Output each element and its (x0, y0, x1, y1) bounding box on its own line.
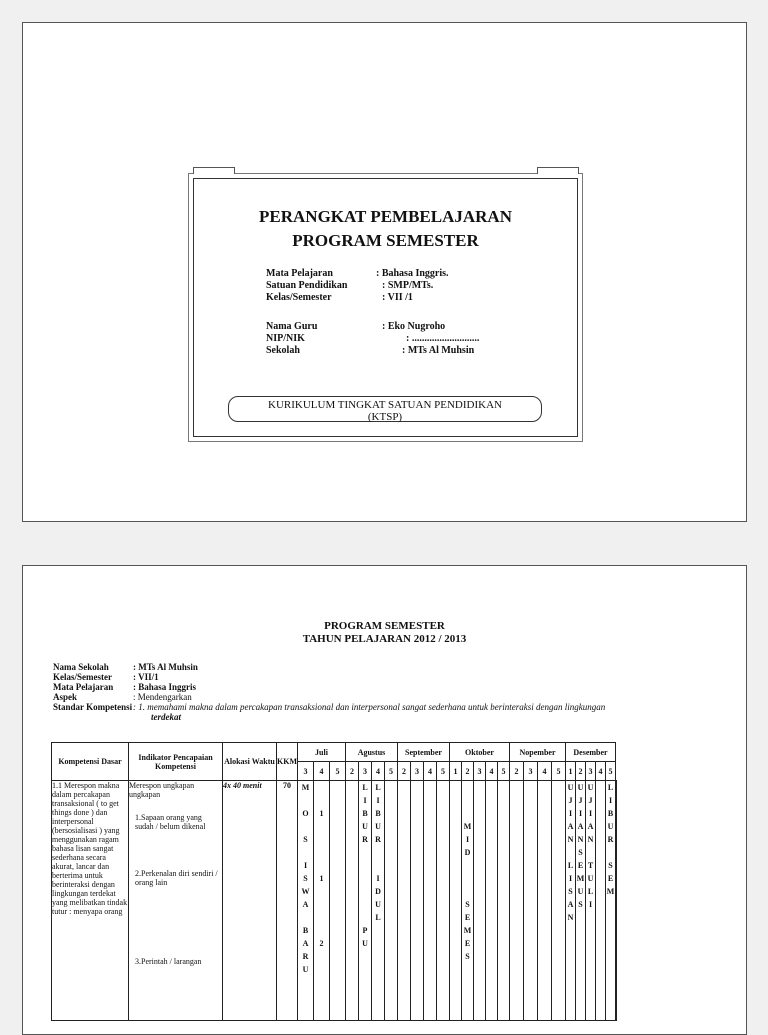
meta-label: Mata Pelajaran (53, 682, 114, 692)
week-cell: 4 (486, 762, 498, 781)
field-label: Mata Pelajaran (266, 268, 333, 279)
meta-value: : MTs Al Muhsin (133, 662, 198, 672)
schedule-cell (486, 781, 498, 1021)
schedule-mid: M I D S E M E S (462, 781, 474, 1021)
week-cell: 5 (330, 762, 346, 781)
program-table (51, 742, 617, 1021)
meta-value: : VII/1 (133, 672, 159, 682)
schedule-cell (552, 781, 566, 1021)
header-kd: Kompetensi Dasar (52, 743, 129, 781)
week-cell: 2 (462, 762, 474, 781)
header-alokasi: Alokasi Waktu (223, 743, 277, 781)
kkm-cell: 70 (277, 781, 298, 1021)
week-cell: 3 (524, 762, 538, 781)
week-cell: 5 (606, 762, 616, 781)
program-subtitle: TAHUN PELAJARAN 2012 / 2013 (302, 633, 467, 645)
week-cell: 4 (538, 762, 552, 781)
schedule-cell (398, 781, 411, 1021)
meta-label: Aspek (53, 692, 78, 702)
schedule-cell (616, 781, 617, 1021)
schedule-ujian: U J I A N L I S A N (566, 781, 576, 1021)
field-value: : MTs Al Muhsin (402, 345, 475, 356)
indikator-cell (129, 781, 223, 1021)
header-indikator: Indikator Pencapaian Kompetensi (129, 743, 223, 781)
week-cell: 4 (424, 762, 437, 781)
week-cell: 2 (510, 762, 524, 781)
schedule-ujian: U J I A N S E M U S (576, 781, 586, 1021)
field-value: : ........................... (406, 333, 480, 344)
schedule-libur: L I B U R P U (359, 781, 372, 1021)
meta-label: Standar Kompetensi (53, 702, 133, 712)
week-cell: 2 (398, 762, 411, 781)
schedule-cell (330, 781, 346, 1021)
meta-value: : 1. memahami makna dalam percakapan transaksional dan interpersonal sangat sederhana untuk berinteraksi dengan lingkungan (133, 702, 606, 712)
meta-value: terdekat (151, 712, 181, 722)
field-label: Sekolah (266, 345, 300, 356)
indikator-intro: Merespon ungkapan ungkapan (129, 781, 195, 799)
header-month: Juli (298, 743, 346, 762)
week-cell: 5 (498, 762, 510, 781)
header-month: September (398, 743, 450, 762)
week-cell: 3 (298, 762, 314, 781)
week-cell: 5 (385, 762, 398, 781)
schedule-libur: L I B U R S E M (606, 781, 616, 1021)
field-label: Kelas/Semester (266, 292, 332, 303)
header-month: Oktober (450, 743, 510, 762)
program-page (22, 565, 747, 1035)
schedule-cell (411, 781, 424, 1021)
meta-value: : Bahasa Inggris (133, 682, 197, 692)
week-cell: 3 (359, 762, 372, 781)
frame-tab-right (537, 167, 579, 174)
header-month: Nopember (510, 743, 566, 762)
schedule-cell (450, 781, 462, 1021)
header-month: Desember (566, 743, 616, 762)
week-cell: 5 (437, 762, 450, 781)
week-cell: 5 (552, 762, 566, 781)
program-title: PROGRAM SEMESTER (324, 620, 445, 632)
schedule-cell (498, 781, 510, 1021)
field-label: Nama Guru (266, 321, 318, 332)
schedule-libur: L I B U R I D U L (372, 781, 385, 1021)
field-label: NIP/NIK (266, 333, 305, 344)
week-cell: 4 (372, 762, 385, 781)
field-value: : Eko Nugroho (382, 321, 446, 332)
week-cell: 3 (474, 762, 486, 781)
frame-tab-left (193, 167, 235, 174)
curriculum-line2: (KTSP) (367, 411, 403, 423)
meta-label: Kelas/Semester (53, 672, 112, 682)
schedule-cell (596, 781, 606, 1021)
schedule-cell (524, 781, 538, 1021)
field-value: : Bahasa Inggris. (376, 268, 449, 279)
schedule-cell (424, 781, 437, 1021)
week-cell: 3 (586, 762, 596, 781)
indikator-item: 2.Perkenalan diri sendiri / orang lain (135, 869, 218, 887)
cover-title-line2: PROGRAM SEMESTER (292, 231, 479, 250)
week-cell: 4 (596, 762, 606, 781)
week-cell: 4 (314, 762, 330, 781)
curriculum-line1: KURIKULUM TINGKAT SATUAN PENDIDIKAN (268, 399, 502, 411)
schedule-cell (437, 781, 450, 1021)
schedule-cell (510, 781, 524, 1021)
meta-label: Nama Sekolah (53, 662, 109, 672)
cover-title-line1: PERANGKAT PEMBELAJARAN (259, 207, 512, 226)
kd-cell: 1.1 Merespon makna dalam percakapan transaksional ( to get things done ) dan interpersonal (bersosialisasi ) yang menggunakan ragam bahasa lisan sangat sederhana secara akurat, lancar dan berterima untuk berinteraksi dengan lingkungan terdekat yang melibatkan tindak tutur : menyapa orang (52, 781, 129, 1021)
indikator-item: 3.Perintah / larangan (135, 957, 202, 966)
schedule-ujian: U J I A N T U L I (586, 781, 596, 1021)
week-cell: 1 (450, 762, 462, 781)
schedule-cell (346, 781, 359, 1021)
schedule-cell (474, 781, 486, 1021)
cover-page (22, 22, 747, 522)
week-cell: 2 (576, 762, 586, 781)
curriculum-banner (228, 396, 542, 422)
field-value: : SMP/MTs. (382, 280, 434, 291)
alokasi-cell: 4x 40 menit (223, 781, 277, 1021)
indikator-item: 1.Sapaan orang yang sudah / belum dikenal (135, 813, 206, 831)
schedule-numbers: 1 1 2 (314, 781, 330, 1021)
header-kkm: KKM (277, 743, 298, 781)
field-label: Satuan Pendidikan (266, 280, 348, 291)
meta-value: : Mendengarkan (133, 692, 192, 702)
field-value: : VII /1 (382, 292, 413, 303)
header-month: Agustus (346, 743, 398, 762)
schedule-cell (385, 781, 398, 1021)
week-cell: 2 (346, 762, 359, 781)
week-cell: 1 (566, 762, 576, 781)
week-cell: 3 (411, 762, 424, 781)
schedule-mos: M O S I S W A B A R U (298, 781, 314, 1021)
schedule-cell (538, 781, 552, 1021)
